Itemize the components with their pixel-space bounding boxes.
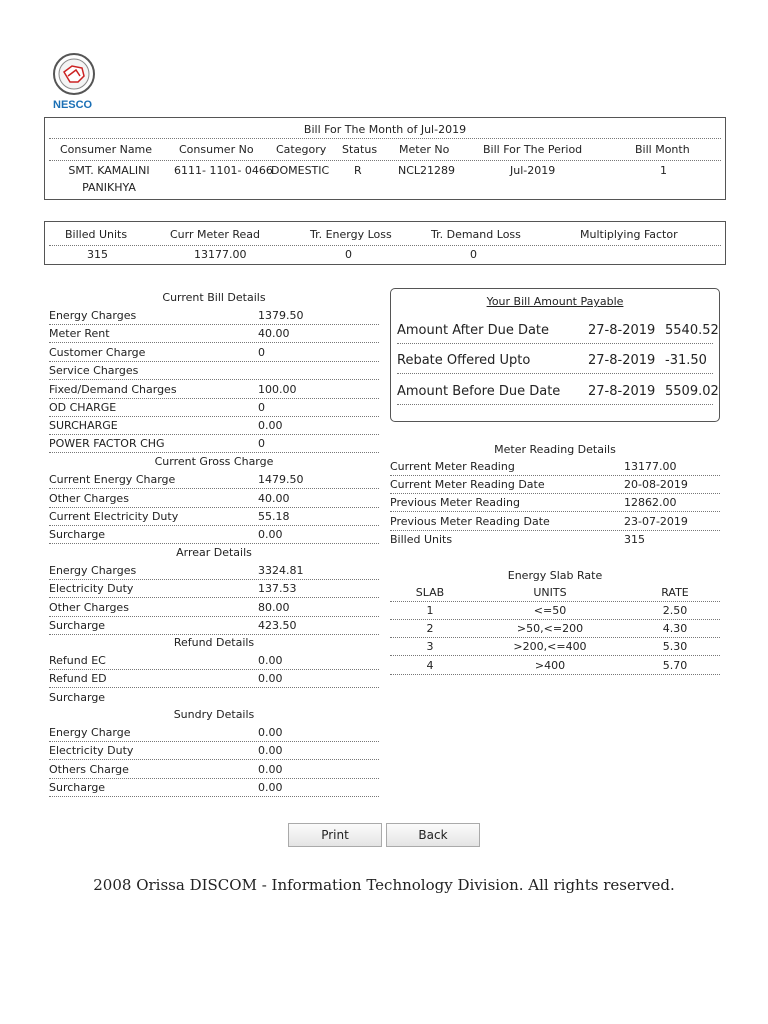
- bill-month-value: 1: [660, 164, 667, 177]
- billed-units-value: 315: [87, 248, 108, 261]
- curr-meter-read-value: 13177.00: [194, 248, 247, 261]
- table-row: Previous Meter Reading Date 23-07-2019: [390, 513, 720, 531]
- tr-energy-loss-value: 0: [345, 248, 352, 261]
- table-row: Previous Meter Reading 12862.00: [390, 494, 720, 512]
- table-row: Refund ED 0.00: [49, 670, 379, 688]
- table-row: OD CHARGE 0: [49, 399, 379, 417]
- table-row: 4 >400 5.70: [390, 657, 720, 675]
- header-curr-meter-read: Curr Meter Read: [170, 228, 260, 241]
- nesco-logo-icon: [52, 52, 96, 96]
- consumer-info-box: [44, 117, 726, 200]
- payable-row: Rebate Offered Upto 27-8-2019 -31.50: [397, 349, 713, 374]
- table-row: Surcharge: [49, 691, 106, 704]
- bill-month-title: Bill For The Month of Jul-2019: [303, 123, 467, 136]
- header-tr-demand-loss: Tr. Demand Loss: [431, 228, 521, 241]
- header-billed-units: Billed Units: [65, 228, 128, 241]
- table-row: Current Energy Charge 1479.50: [49, 471, 379, 489]
- table-row: Electricity Duty 137.53: [49, 580, 379, 598]
- table-row: Other Charges 80.00: [49, 599, 379, 617]
- consumer-no: 6111- 1101- 0466: [174, 164, 273, 177]
- table-row: POWER FACTOR CHG 0: [49, 435, 379, 453]
- table-row: Electricity Duty 0.00: [49, 742, 379, 760]
- table-row: Refund EC 0.00: [49, 652, 379, 670]
- slab-title: Energy Slab Rate: [507, 569, 603, 582]
- header-tr-energy-loss: Tr. Energy Loss: [310, 228, 392, 241]
- table-row: 1 <=50 2.50: [390, 602, 720, 620]
- current-bill-title: Current Bill Details: [162, 291, 266, 304]
- category-value: DOMESTIC: [271, 164, 330, 177]
- refund-title: Refund Details: [173, 636, 255, 649]
- table-row: Surcharge 0.00: [49, 779, 379, 797]
- header-consumer-name: Consumer Name: [60, 143, 153, 156]
- table-row: Energy Charge 0.00: [49, 724, 379, 742]
- table-row: SURCHARGE 0.00: [49, 417, 379, 435]
- footer-copyright: 2008 Orissa DISCOM - Information Technology Division. All rights reserved.: [93, 876, 675, 894]
- table-row: Energy Charges 1379.50: [49, 307, 379, 325]
- table-row: Service Charges: [49, 362, 379, 380]
- table-row: 2 >50,<=200 4.30: [390, 620, 720, 638]
- table-row: Current Electricity Duty 55.18: [49, 508, 379, 526]
- back-button[interactable]: Back: [386, 823, 480, 847]
- table-row: Customer Charge 0: [49, 344, 379, 362]
- table-row: Meter Rent 40.00: [49, 325, 379, 343]
- header-status: Status: [342, 143, 378, 156]
- table-row: 3 >200,<=400 5.30: [390, 638, 720, 656]
- status-value: R: [354, 164, 362, 177]
- table-row: Energy Charges 3324.81: [49, 562, 379, 580]
- meter-reading-title: Meter Reading Details: [494, 443, 616, 456]
- units-info-box: [44, 221, 726, 265]
- table-row: Surcharge 0.00: [49, 526, 379, 544]
- brand-name: NESCO: [53, 99, 93, 111]
- header-category: Category: [276, 143, 327, 156]
- table-row: Current Meter Reading Date 20-08-2019: [390, 476, 720, 494]
- meter-no-value: NCL21289: [398, 164, 456, 177]
- header-meter-no: Meter No: [399, 143, 450, 156]
- header-bill-period: Bill For The Period: [483, 143, 583, 156]
- payable-title: Your Bill Amount Payable: [486, 295, 624, 308]
- header-bill-month: Bill Month: [635, 143, 690, 156]
- slab-header-row: SLAB UNITS RATE: [390, 584, 720, 602]
- table-row: Fixed/Demand Charges 100.00: [49, 381, 379, 399]
- table-row: Billed Units 315: [390, 533, 645, 546]
- table-row: Current Meter Reading 13177.00: [390, 458, 720, 476]
- amount-payable-box: [390, 288, 720, 422]
- header-consumer-no: Consumer No: [179, 143, 254, 156]
- print-button[interactable]: Print: [288, 823, 382, 847]
- tr-demand-loss-value: 0: [470, 248, 477, 261]
- table-row: Others Charge 0.00: [49, 761, 379, 779]
- table-row: Surcharge 423.50: [49, 617, 379, 635]
- header-multiplying-factor: Multiplying Factor: [580, 228, 678, 241]
- sundry-title: Sundry Details: [173, 708, 255, 721]
- arrear-title: Arrear Details: [176, 546, 252, 559]
- consumer-name: SMT. KAMALINI PANIKHYA: [68, 164, 150, 194]
- period-value: Jul-2019: [510, 164, 556, 177]
- gross-charge-title: Current Gross Charge: [154, 455, 274, 468]
- table-row: Other Charges 40.00: [49, 490, 379, 508]
- payable-row: Amount After Due Date 27-8-2019 5540.52: [397, 319, 713, 344]
- payable-row: Amount Before Due Date 27-8-2019 5509.02: [397, 380, 713, 405]
